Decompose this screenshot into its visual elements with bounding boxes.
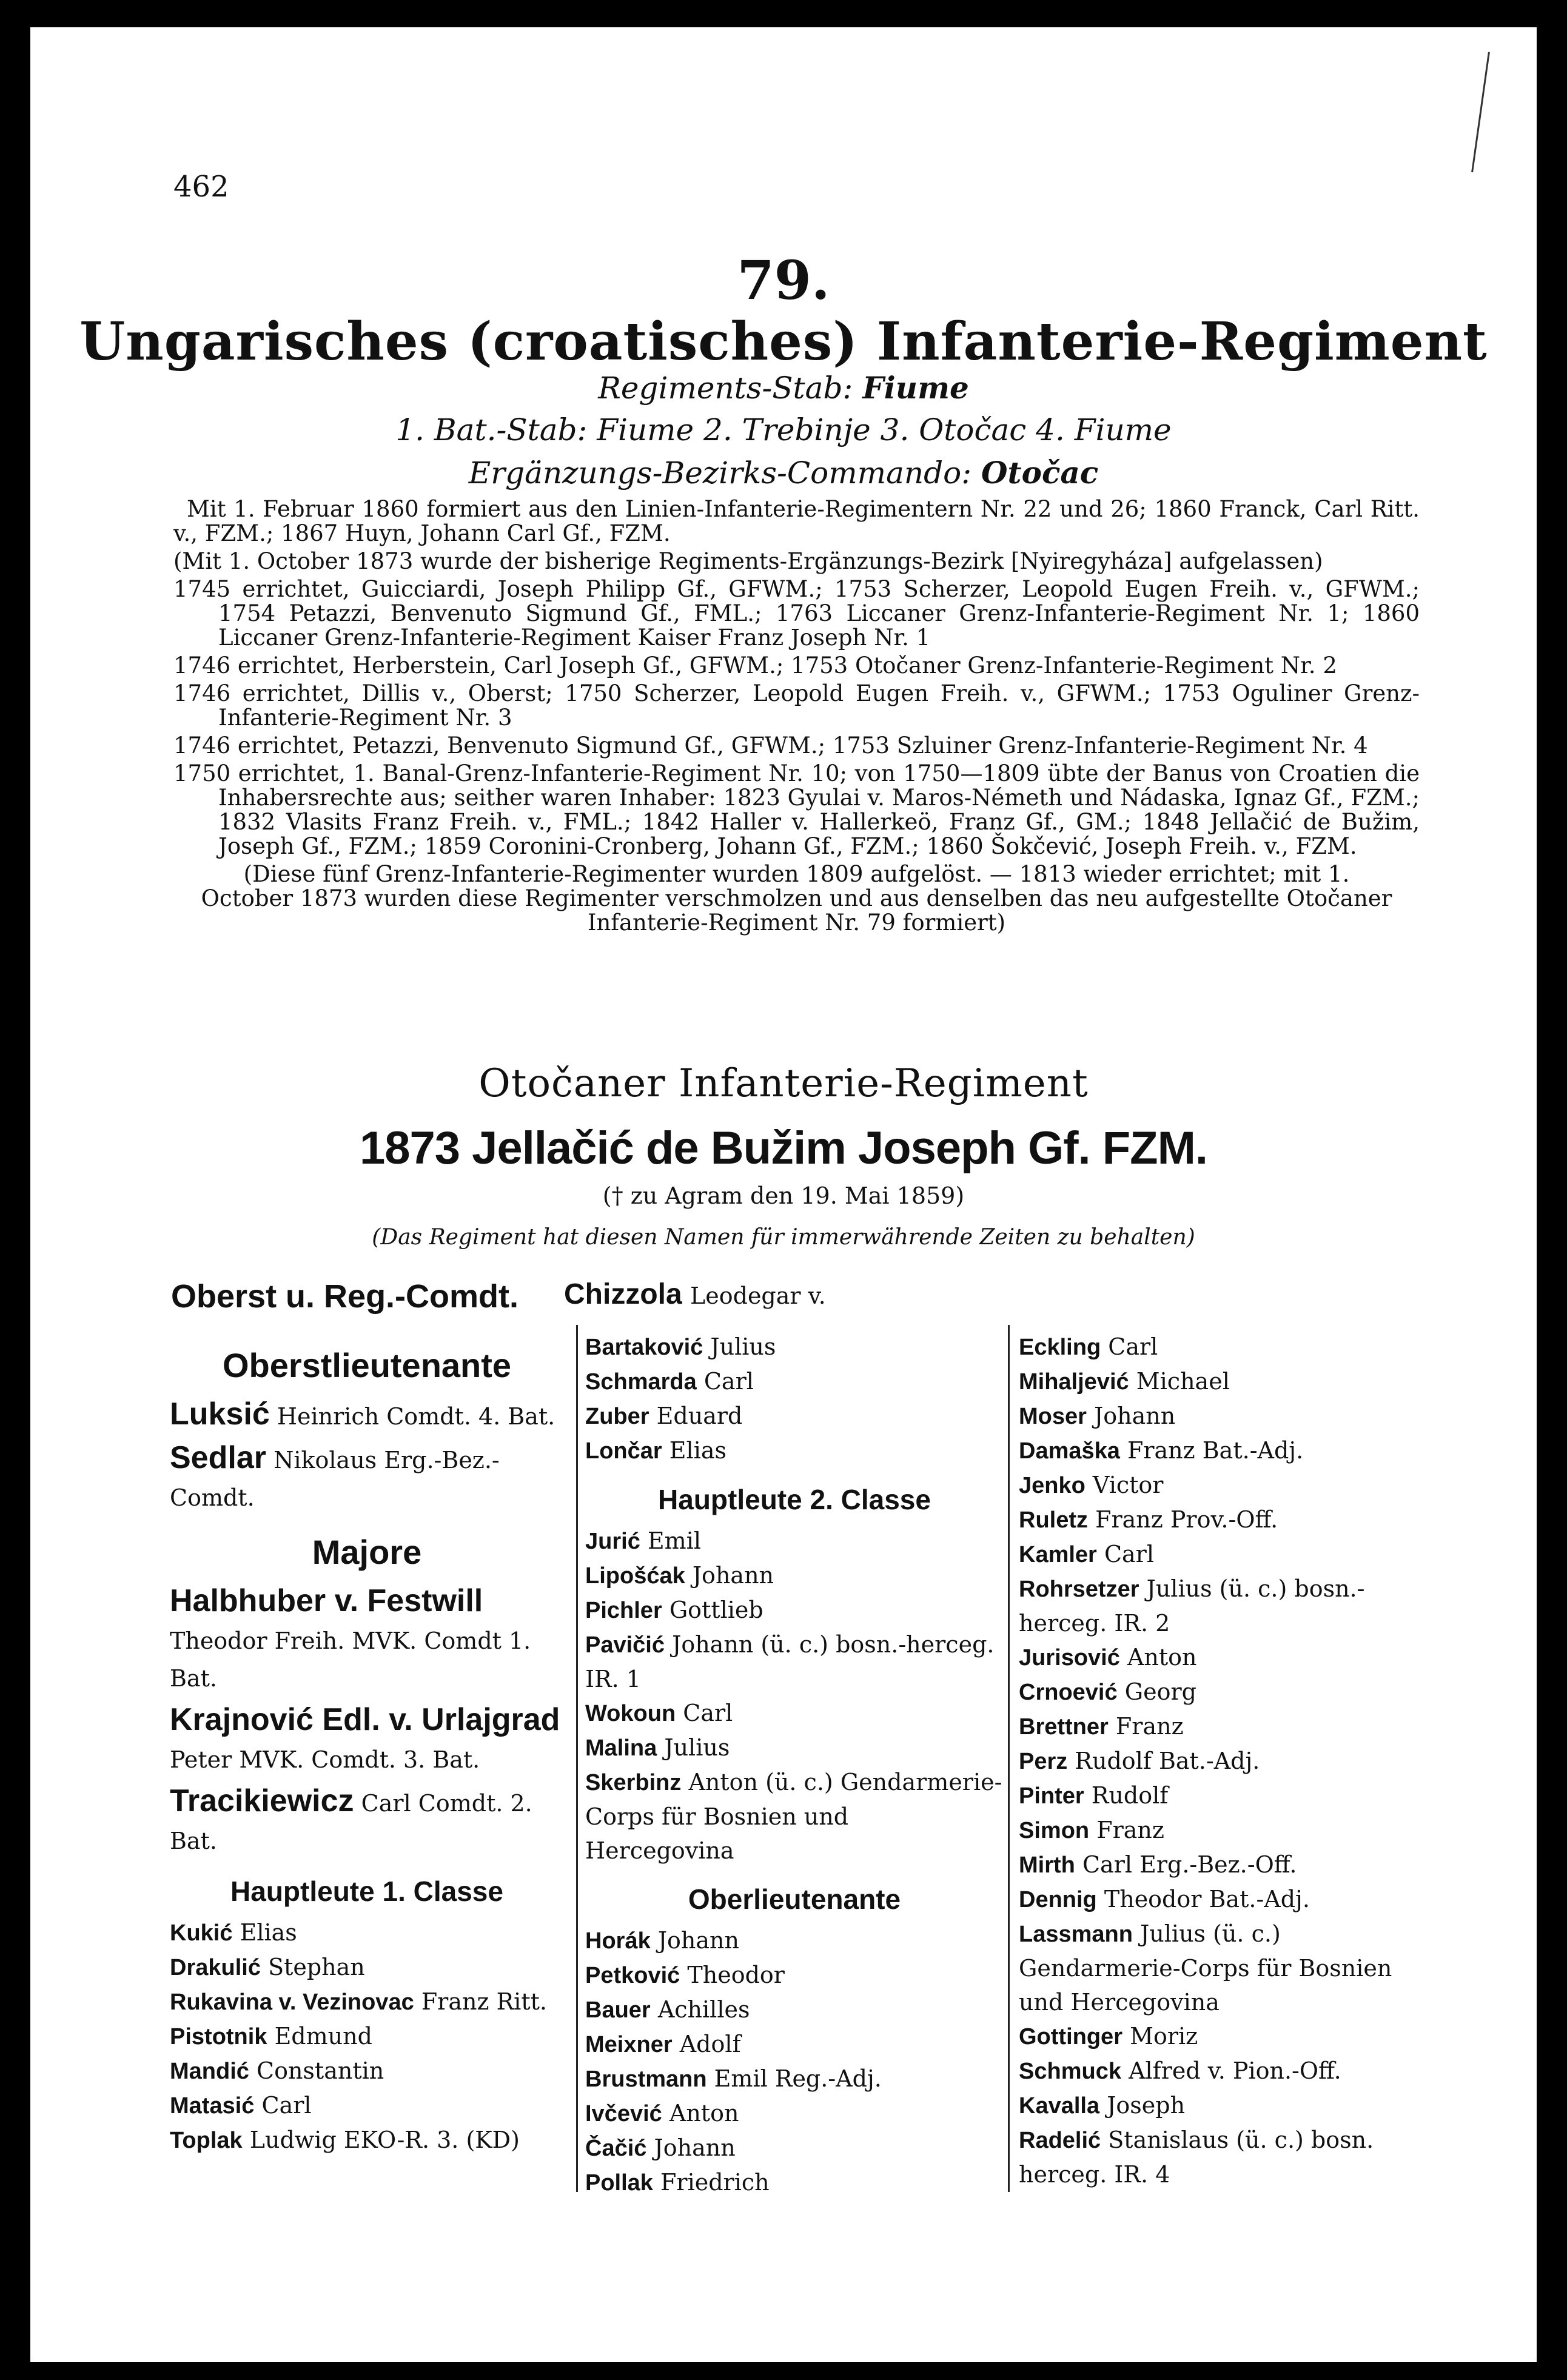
roster-entry: Kamler Carl (1019, 1541, 1154, 1567)
roster-entry: Ruletz Franz Prov.-Off. (1019, 1506, 1278, 1533)
section-heading: Oberstlieutenante (222, 1346, 512, 1384)
roster-entry: Čačić Johann (585, 2134, 736, 2161)
section-heading: Oberlieutenante (688, 1883, 901, 1915)
history-paragraph: (Mit 1. October 1873 wurde der bisherige Regiments-Ergänzungs-Bezirk [Nyiregyháza] aufgelassen) (173, 548, 1323, 574)
roster-entry: Kukić Elias (170, 1919, 297, 1946)
roster-entry: Sedlar Nikolaus Erg.-Bez.-Comdt. (170, 1440, 500, 1511)
history-paragraph: 1746 errichtet, Petazzi, Benvenuto Sigmund Gf., GFWM.; 1753 Szluiner Grenz-Infanterie-Regiment Nr. 4 (173, 732, 1368, 759)
roster-entry: Damaška Franz Bat.-Adj. (1019, 1437, 1304, 1464)
roster-entry: Pavičić Johann (ü. c.) bosn.-herceg. IR. 1 (585, 1631, 995, 1692)
roster-entry: Rohrsetzer Julius (ü. c.) bosn.-herceg. IR. 2 (1019, 1575, 1365, 1637)
column-divider (576, 1325, 578, 2192)
roster-column-1 (170, 1330, 564, 2157)
name-note: (Das Regiment hat diesen Namen für immerwährende Zeiten zu behalten) (372, 1225, 1195, 1250)
roster-entry: Gottinger Moriz (1019, 2023, 1198, 2050)
roster-entry: Pollak Friedrich (585, 2169, 770, 2196)
roster-entry: Brettner Franz (1019, 1713, 1184, 1740)
oberst-label: Oberst u. Reg.-Comdt. (171, 1278, 519, 1315)
oberst-entry (564, 1278, 826, 1311)
regiment-number: 79. (737, 249, 830, 312)
roster-entry: Pichler Gottlieb (585, 1597, 763, 1623)
regiment-name: Otočaner Infanterie-Regiment (478, 1061, 1089, 1106)
oberst-detail: Leodegar v. (690, 1282, 826, 1309)
roster-entry: Dennig Theodor Bat.-Adj. (1019, 1886, 1310, 1912)
roster-entry: Eckling Carl (1019, 1333, 1158, 1360)
roster-entry: Horák Johann (585, 1927, 739, 1954)
section-heading: Hauptleute 2. Classe (658, 1484, 931, 1515)
roster-entry: Tracikiewicz Carl Comdt. 2. Bat. (170, 1783, 532, 1854)
roster-entry: Toplak Ludwig EKO-R. 3. (KD) (170, 2127, 520, 2153)
roster-column-2 (585, 1330, 1004, 2200)
roster-entry: Jenko Victor (1019, 1472, 1164, 1498)
roster-entry: Zuber Eduard (585, 1403, 743, 1429)
stab-value: Fiume (862, 370, 969, 406)
roster-entry: Perz Rudolf Bat.-Adj. (1019, 1748, 1260, 1774)
roster-entry: Mirth Carl Erg.-Bez.-Off. (1019, 1851, 1297, 1878)
history-paragraph: 1750 errichtet, 1. Banal-Grenz-Infanterie-Regiment Nr. 10; von 1750—1809 übte der Banus von Croatien die Inhabersrechte aus; seither waren Inhaber: 1823 Gyulai v. Maros-Németh und Nádaska, Ignaz Gf., FZM.; 1832 Vlasits Franz Freih. v., FML.; 1842 Haller v. Hallerkeö, Franz Gf., GM.; 1848 Jellačić de Bužim, Joseph Gf., FZM.; 1859 Coronini-Cronberg, Johann Gf., FZM.; 1860 Šokčević, Joseph Freih. v., FZM. (173, 760, 1420, 859)
history-paragraph: 1746 errichtet, Herberstein, Carl Joseph Gf., GFWM.; 1753 Otočaner Grenz-Infanterie-Regiment Nr. 2 (173, 652, 1337, 679)
battalion-stations: 1. Bat.-Stab: Fiume 2. Trebinje 3. Otočac 4. Fiume (395, 412, 1172, 448)
roster-entry: Bartaković Julius (585, 1333, 776, 1360)
roster-entry: Jurisović Anton (1019, 1644, 1197, 1671)
roster-entry: Skerbinz Anton (ü. c.) Gendarmerie-Corps für Bosnien und Hercegovina (585, 1769, 1002, 1864)
roster-entry: Pistotnik Edmund (170, 2023, 372, 2050)
roster-entry: Schmarda Carl (585, 1368, 754, 1395)
regiment-title: Ungarisches (croatisches) Infanterie-Regiment (79, 311, 1488, 372)
roster-entry: Rukavina v. Vezinovac Franz Ritt. (170, 1988, 547, 2015)
document-page (30, 27, 1537, 2362)
roster-entry: Jurić Emil (585, 1527, 702, 1554)
roster-entry: Schmuck Alfred v. Pion.-Off. (1019, 2057, 1341, 2084)
column-divider (1008, 1325, 1010, 2192)
roster-entry: Petković Theodor (585, 1962, 785, 1988)
roster-entry: Simon Franz (1019, 1817, 1164, 1843)
roster-entry: Moser Johann (1019, 1403, 1176, 1429)
regiment-inhaber: 1873 Jellačić de Bužim Joseph Gf. FZM. (359, 1122, 1208, 1174)
stab-label: Regiments-Stab: (598, 370, 853, 406)
roster-entry: Brustmann Emil Reg.-Adj. (585, 2065, 882, 2092)
roster-entry: Halbhuber v. Festwill Theodor Freih. MVK. Comdt 1. Bat. (170, 1583, 531, 1692)
roster-entry: Matasić Carl (170, 2092, 312, 2119)
roster-entry: Meixner Adolf (585, 2031, 741, 2057)
roster-entry: Malina Julius (585, 1734, 730, 1761)
roster-entry: Drakulić Stephan (170, 1954, 365, 1980)
roster-entry: Pinter Rudolf (1019, 1782, 1169, 1809)
roster-entry: Mandić Constantin (170, 2057, 384, 2084)
history-paragraph: 1745 errichtet, Guicciardi, Joseph Philipp Gf., GFWM.; 1753 Scherzer, Leopold Eugen Freih. v., GFWM.; 1754 Petazzi, Benvenuto Sigmund Gf., FML.; 1763 Liccaner Grenz-Infanterie-Regiment Nr. 1; 1860 Liccaner Grenz-Infanterie-Regiment Kaiser Franz Joseph Nr. 1 (173, 576, 1420, 651)
roster-entry: Kavalla Joseph (1019, 2092, 1186, 2119)
oberst-name: Chizzola (564, 1278, 682, 1310)
history-note: (Diese fünf Grenz-Infanterie-Regimenter wurden 1809 aufgelöst. — 1813 wieder errichtet; mit 1. October 1873 wurden diese Regimenter verschmolzen und aus denselben das neu aufgestellte Otočaner Infanterie-Regiment Nr. 79 formiert) (201, 861, 1392, 936)
roster-entry: Ivčević Anton (585, 2100, 739, 2127)
roster-column-3 (1019, 1330, 1437, 2191)
roster-entry: Radelić Stanislaus (ü. c.) bosn. herceg. IR. 4 (1019, 2127, 1374, 2188)
roster-entry: Mihaljević Michael (1019, 1368, 1230, 1395)
roster-entry: Lassmann Julius (ü. c.) Gendarmerie-Corps für Bosnien und Hercegovina (1019, 1920, 1392, 2016)
page-edge-mark (1471, 52, 1490, 172)
ergaenzung-value: Otočac (981, 455, 1099, 491)
roster-entry: Bauer Achilles (585, 1996, 750, 2023)
roster-entry: Wokoun Carl (585, 1700, 733, 1726)
regiment-history (173, 497, 1420, 939)
ergaenzung-label: Ergänzungs-Bezirks-Commando: (468, 455, 972, 491)
roster-entry: Krajnović Edl. v. Urlajgrad Peter MVK. Comdt. 3. Bat. (170, 1702, 560, 1773)
section-heading: Majore (312, 1533, 422, 1571)
history-paragraph: 1746 errichtet, Dillis v., Oberst; 1750 Scherzer, Leopold Eugen Freih. v., GFWM.; 1753 Oguliner Grenz-Infanterie-Regiment Nr. 3 (173, 680, 1420, 731)
roster-entry: Luksić Heinrich Comdt. 4. Bat. (170, 1396, 555, 1432)
death-note: († zu Agram den 19. Mai 1859) (602, 1182, 965, 1209)
roster-entry: Lipošćak Johann (585, 1562, 774, 1589)
roster-entry: Crnoević Georg (1019, 1678, 1196, 1705)
roster-entry: Lončar Elias (585, 1437, 726, 1464)
page-number: 462 (173, 170, 229, 204)
ergaenzung-command (30, 455, 1537, 491)
history-paragraph: Mit 1. Februar 1860 formiert aus den Linien-Infanterie-Regimentern Nr. 22 und 26; 1860 Franck, Carl Ritt. v., FZM.; 1867 Huyn, Johann Carl Gf., FZM. (173, 496, 1420, 546)
section-heading: Hauptleute 1. Classe (230, 1876, 503, 1907)
regiment-stab (30, 370, 1537, 406)
